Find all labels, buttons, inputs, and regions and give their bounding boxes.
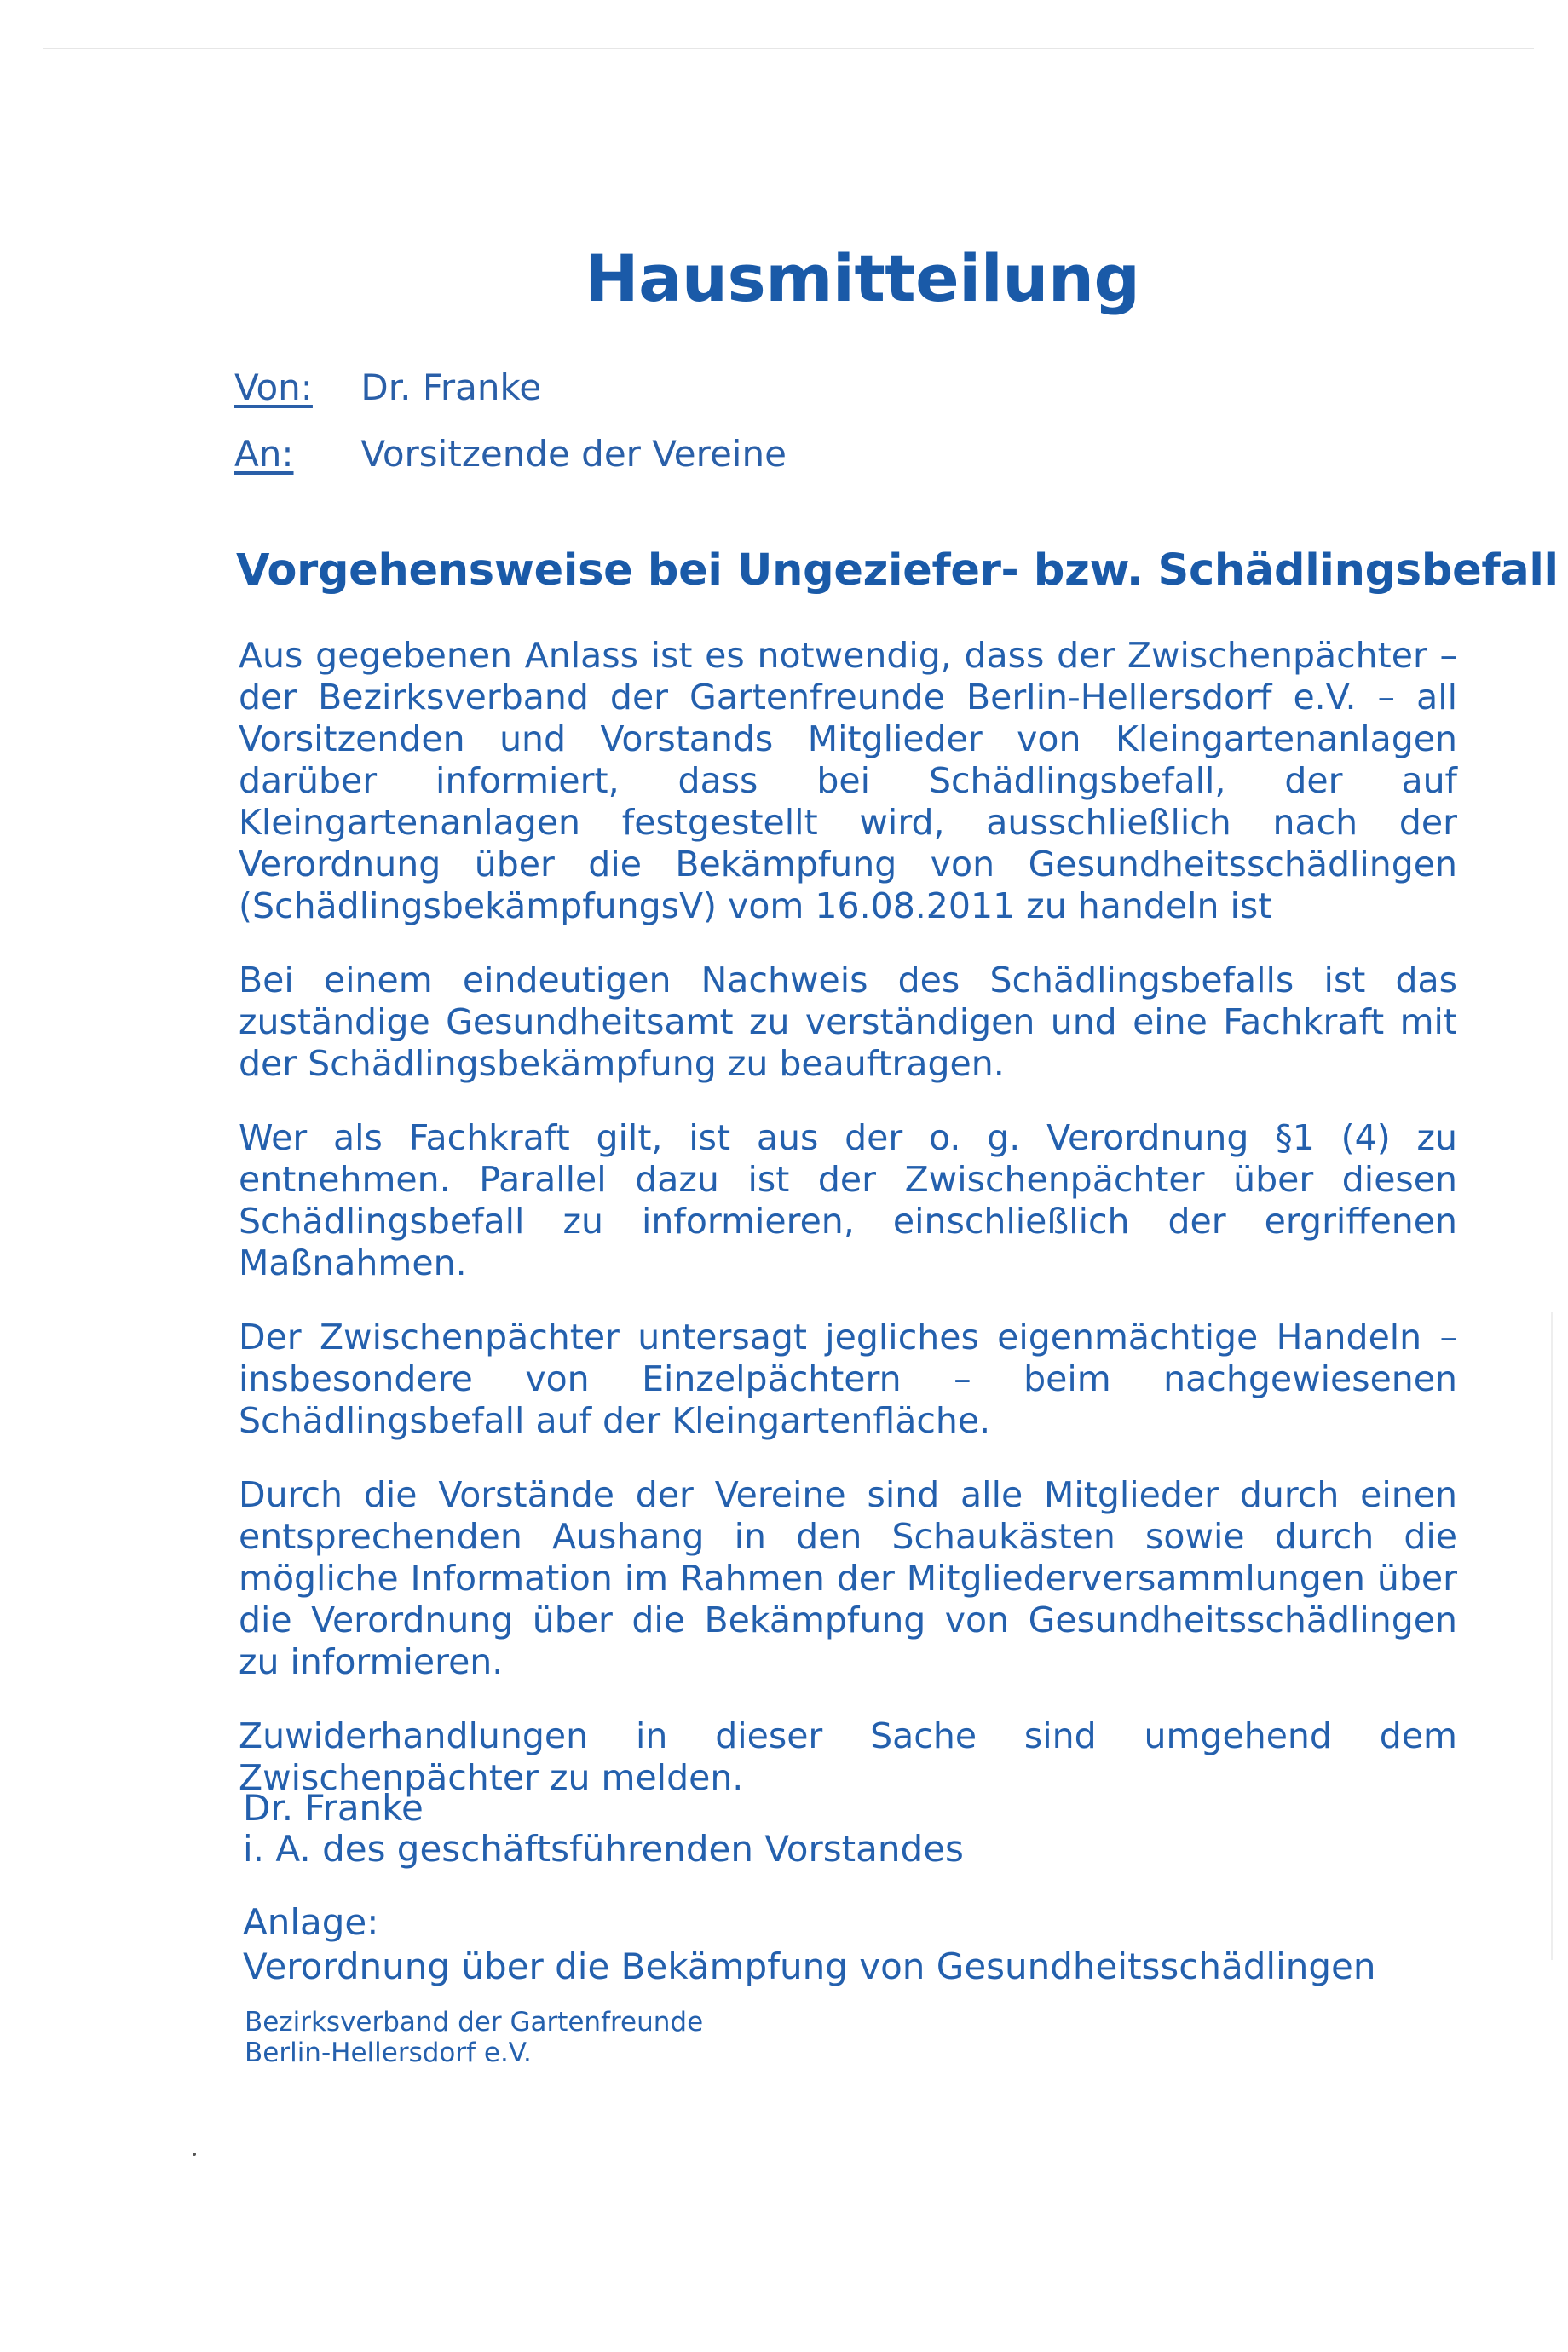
organization-line-1: Bezirksverband der Gartenfreunde <box>245 2007 704 2038</box>
paragraph: Der Zwischenpächter untersagt jegliches eigenmächtige Handeln – insbesondere von Einzelpächtern – beim nachgewiesenen Schädlingsbefall auf der Kleingartenfläche. <box>239 1317 1457 1441</box>
attachment-block <box>243 1900 1375 1989</box>
paragraph: Durch die Vorstände der Vereine sind alle Mitglieder durch einen entsprechenden Aushang in den Schaukästen sowie durch die mögliche Information im Rahmen der Mitgliederversammlungen über die Verordnung über die Bekämpfung von Gesundheitsschädlingen zu informieren. <box>239 1474 1457 1682</box>
attachment-label: Anlage: <box>243 1901 379 1943</box>
paragraph: Zuwiderhandlungen in dieser Sache sind umgehend dem Zwischenpächter zu melden. <box>239 1715 1457 1798</box>
paragraph: Aus gegebenen Anlass ist es notwendig, dass der Zwischenpächter – der Bezirksverband der Gartenfreunde Berlin-Hellersdorf e.V. – all Vorsitzenden und Vorstands Mitglieder von Kleingartenanlagen darüber informiert, dass bei Schädlingsbefall, der auf Kleingartenanlagen festgestellt wird, ausschließlich nach der Verordnung über die Bekämpfung von Gesundheitsschädlingen (SchädlingsbekämpfungsV) vom 16.08.2011 zu handeln ist <box>239 635 1457 926</box>
body-text <box>239 635 1457 1831</box>
to-label: An: <box>234 433 294 475</box>
top-scan-edge <box>43 48 1534 49</box>
attachment-value: Verordnung über die Bekämpfung von Gesundheitsschädlingen <box>243 1946 1376 1987</box>
subject-heading: Vorgehensweise bei Ungeziefer- bzw. Schädlingsbefall <box>236 545 1559 596</box>
document-title: Hausmitteilung <box>585 240 1140 316</box>
from-label: Von: <box>234 366 313 408</box>
paragraph: Bei einem eindeutigen Nachweis des Schädlingsbefalls ist das zuständige Gesundheitsamt zu verständigen und eine Fachkraft mit der Schädlingsbekämpfung zu beauftragen. <box>239 960 1457 1084</box>
signature-block <box>243 1788 964 1870</box>
to-row <box>234 433 787 475</box>
organization-footer <box>245 2007 703 2068</box>
from-row <box>234 366 541 408</box>
right-scan-edge <box>1551 1312 1553 1960</box>
organization-line-2: Berlin-Hellersdorf e.V. <box>245 2038 532 2068</box>
scan-speck <box>193 2153 196 2156</box>
signature-role: i. A. des geschäftsführenden Vorstandes <box>243 1828 964 1870</box>
signature-name: Dr. Franke <box>243 1787 424 1829</box>
to-value: Vorsitzende der Vereine <box>360 433 787 475</box>
from-value: Dr. Franke <box>360 366 542 408</box>
paragraph: Wer als Fachkraft gilt, ist aus der o. g. Verordnung §1 (4) zu entnehmen. Parallel dazu ist der Zwischenpächter über diesen Schädlingsbefall zu informieren, einschließlich der ergriffenen Maßnahmen. <box>239 1117 1457 1283</box>
